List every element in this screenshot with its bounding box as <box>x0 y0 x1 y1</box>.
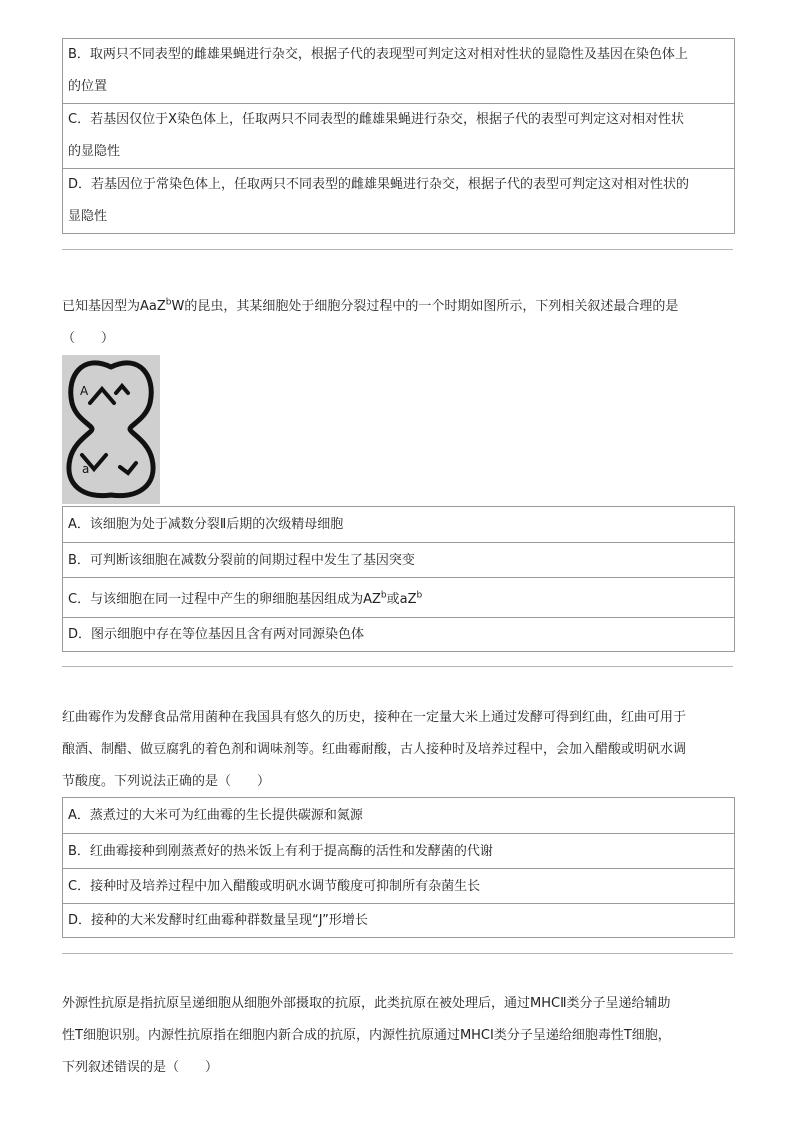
question-divider <box>62 953 733 954</box>
question-stem: 已知基因型为AaZ$^b$W的昆虫，其某细胞处于细胞分裂过程中的一个时期如图所示，下列相关叙述最合理的是 （ ） <box>62 297 679 346</box>
option-d[interactable]: D．若基因位于常染色体上，任取两只不同表型的雌雄果蝇进行杂交，根据子代的表型可判定这对相对性状的 显隐性 <box>63 168 734 233</box>
option-b[interactable]: B．红曲霉接种到刚蒸煮好的热米饭上有利于提高酶的活性和发酵菌的代谢 <box>63 833 734 868</box>
option-c[interactable]: C．接种时及培养过程中加入醋酸或明矾水调节酸度可抑制所有杂菌生长 <box>63 868 734 903</box>
option-b[interactable]: B．取两只不同表型的雌雄果蝇进行杂交，根据子代的表现型可判定这对相对性状的显隐性及基因在染色体上 的位置 <box>68 47 688 94</box>
option-b[interactable]: B．可判断该细胞在减数分裂前的间期过程中发生了基因突变 <box>63 542 734 577</box>
gene-label-upper: A <box>80 384 89 398</box>
option-c[interactable]: C．若基因仅位于X染色体上，任取两只不同表型的雌雄果蝇进行杂交，根据子代的表型可判定这对相对性状 的显隐性 <box>63 103 734 168</box>
option-a[interactable]: A．该细胞为处于减数分裂Ⅱ后期的次级精母细胞 <box>68 517 344 532</box>
mold-question-options <box>62 797 735 938</box>
question-stem: 红曲霉作为发酵食品常用菌种在我国具有悠久的历史，接种在一定量大米上通过发酵可得到红曲，红曲可用于 酿酒、制醋、做豆腐乳的着色剂和调味剂等。红曲霉耐酸，古人接种时及培养过程中，会加入醋酸或明矾水调 节酸度。下列说法正确的是（ ） <box>62 710 687 789</box>
cell-division-figure <box>62 355 160 504</box>
prev-question-options <box>62 38 735 234</box>
option-d[interactable]: D．图示细胞中存在等位基因且含有两对同源染色体 <box>63 617 734 651</box>
option-a[interactable]: A．蒸煮过的大米可为红曲霉的生长提供碳源和氮源 <box>68 808 363 823</box>
gene-label-lower: a <box>82 462 90 476</box>
question-stem: 外源性抗原是指抗原呈递细胞从细胞外部摄取的抗原，此类抗原在被处理后，通过MHCⅡ类分子呈递给辅助 性T细胞识别。内源性抗原指在细胞内新合成的抗原，内源性抗原通过MHCⅠ类分子呈递给细胞毒性T细胞， 下列叙述错误的是（ ） <box>62 996 671 1075</box>
cell-question-options <box>62 506 735 652</box>
option-c[interactable]: C．与该细胞在同一过程中产生的卵细胞基因组成为$AZ^b$或$aZ^b$ <box>63 577 734 617</box>
question-divider <box>62 666 733 667</box>
question-divider <box>62 249 733 250</box>
option-d[interactable]: D．接种的大米发酵时红曲霉种群数量呈现“J”形增长 <box>63 903 734 937</box>
